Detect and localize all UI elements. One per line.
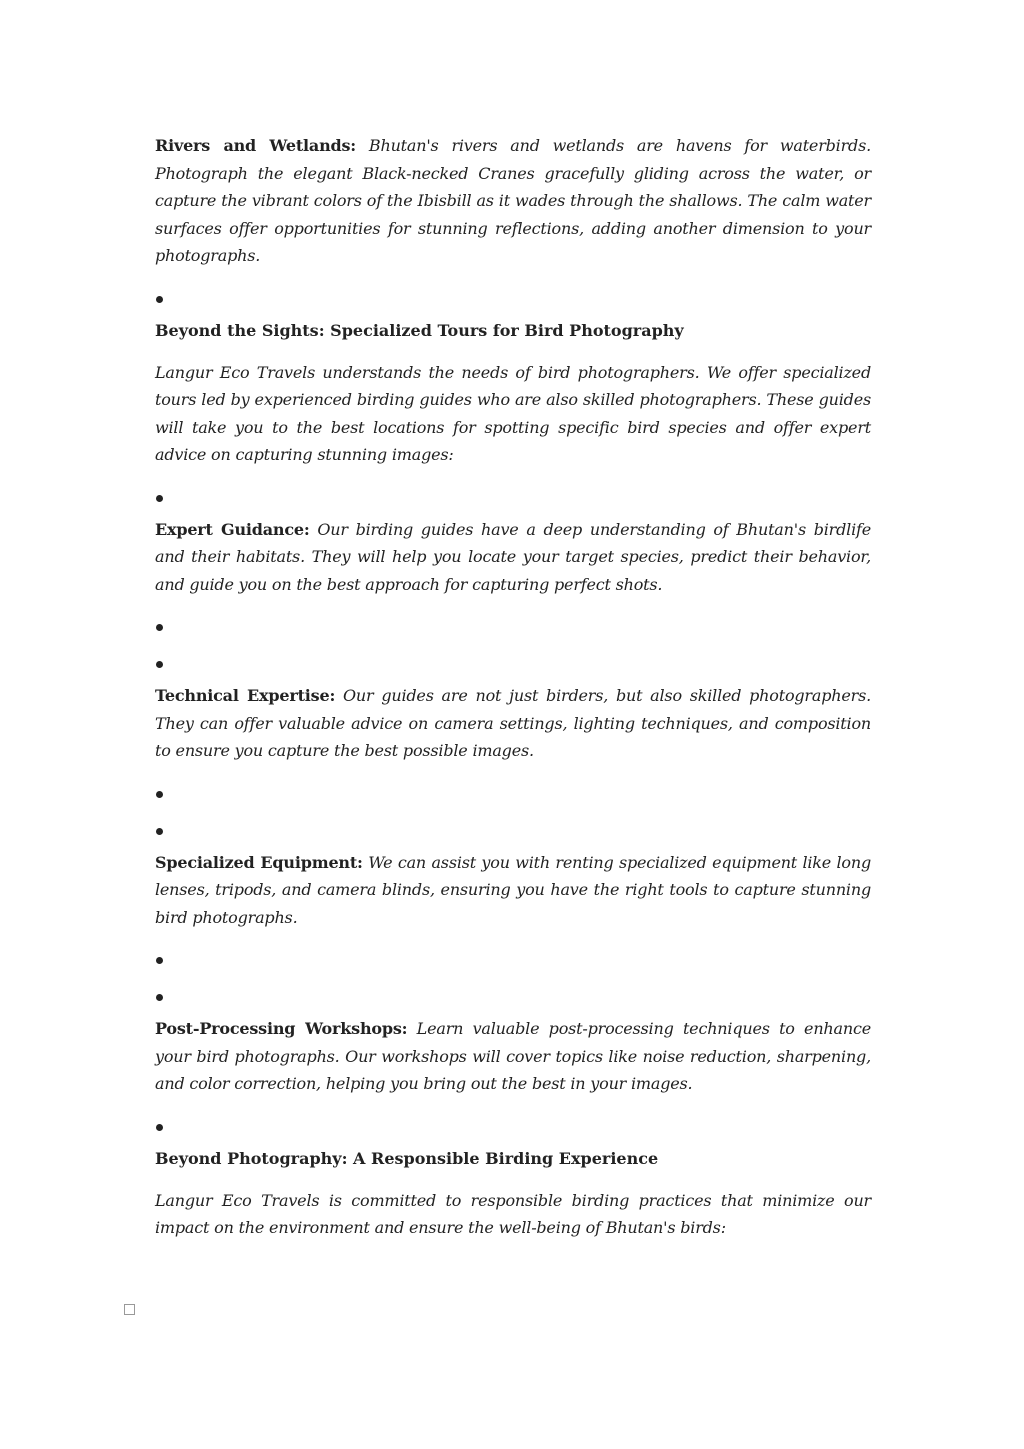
rivers-text: Bhutan's rivers and wetlands are havens for waterbirds. Photograph the elegant Black-necked Cranes gracefully gliding across the water, or capture the vibrant colors of the Ibisbill as it wades through the shallows. The calm water surfaces offer opportunities for stunning reflections, adding another dimension to your photographs. — [155, 136, 871, 265]
bullet-point — [155, 812, 871, 849]
bullet-point — [155, 479, 871, 516]
workshops-lead: Post-Processing Workshops: — [155, 1019, 408, 1038]
technical-lead: Technical Expertise: — [155, 686, 336, 705]
expert-text: Our birding guides have a deep understanding of Bhutan's birdlife and their habitats. They will help you locate your target species, predict their behavior, and guide you on the best approach for capturing perfect shots. — [155, 519, 871, 594]
responsible-intro: Langur Eco Travels is committed to responsible birding practices that minimize our impact on the environment and ensure the well-being of Bhutan's birds: — [155, 1190, 871, 1237]
equipment-text: We can assist you with renting specialized equipment like long lenses, tripods, and camera blinds, ensuring you have the right tools to capture stunning bird photographs. — [155, 852, 871, 927]
bullet-point — [155, 775, 871, 812]
checkbox-icon — [124, 1304, 135, 1315]
expert-lead: Expert Guidance: — [155, 519, 310, 539]
rivers-lead: Rivers and Wetlands: — [155, 136, 357, 155]
bullet-point — [155, 1108, 871, 1145]
workshops-text: Learn valuable post-processing techniques to enhance your bird photographs. Our workshops will cover topics like noise reduction, sharpening, and color correction, helping you bring out the best in your images. — [155, 1019, 872, 1093]
bullet-point — [155, 978, 871, 1015]
technical-paragraph — [155, 682, 871, 765]
equipment-paragraph — [155, 849, 871, 932]
bullet-point — [155, 645, 871, 682]
expert-paragraph — [155, 516, 871, 599]
workshops-paragraph — [155, 1015, 871, 1098]
equipment-lead: Specialized Equipment: — [155, 852, 363, 872]
tours-intro: Langur Eco Travels understands the needs of bird photographers. We offer specialized tours led by experienced birding guides who are also skilled photographers. These guides will take you to the best locations for spotting specific bird species and offer expert advice on capturing stunning images: — [155, 362, 871, 464]
rivers-paragraph — [155, 132, 871, 270]
bullet-point — [155, 280, 871, 317]
bullet-point — [155, 608, 871, 645]
document-page — [155, 132, 871, 1242]
technical-text: Our guides are not just birders, but also skilled photographers. They can offer valuable advice on camera settings, lighting techniques, and composition to ensure you capture the best possible images. — [155, 686, 871, 760]
tours-heading: Beyond the Sights: Specialized Tours for Bird Photography — [155, 320, 684, 340]
responsible-heading: Beyond Photography: A Responsible Birding Experience — [155, 1148, 659, 1168]
bullet-point — [155, 941, 871, 978]
